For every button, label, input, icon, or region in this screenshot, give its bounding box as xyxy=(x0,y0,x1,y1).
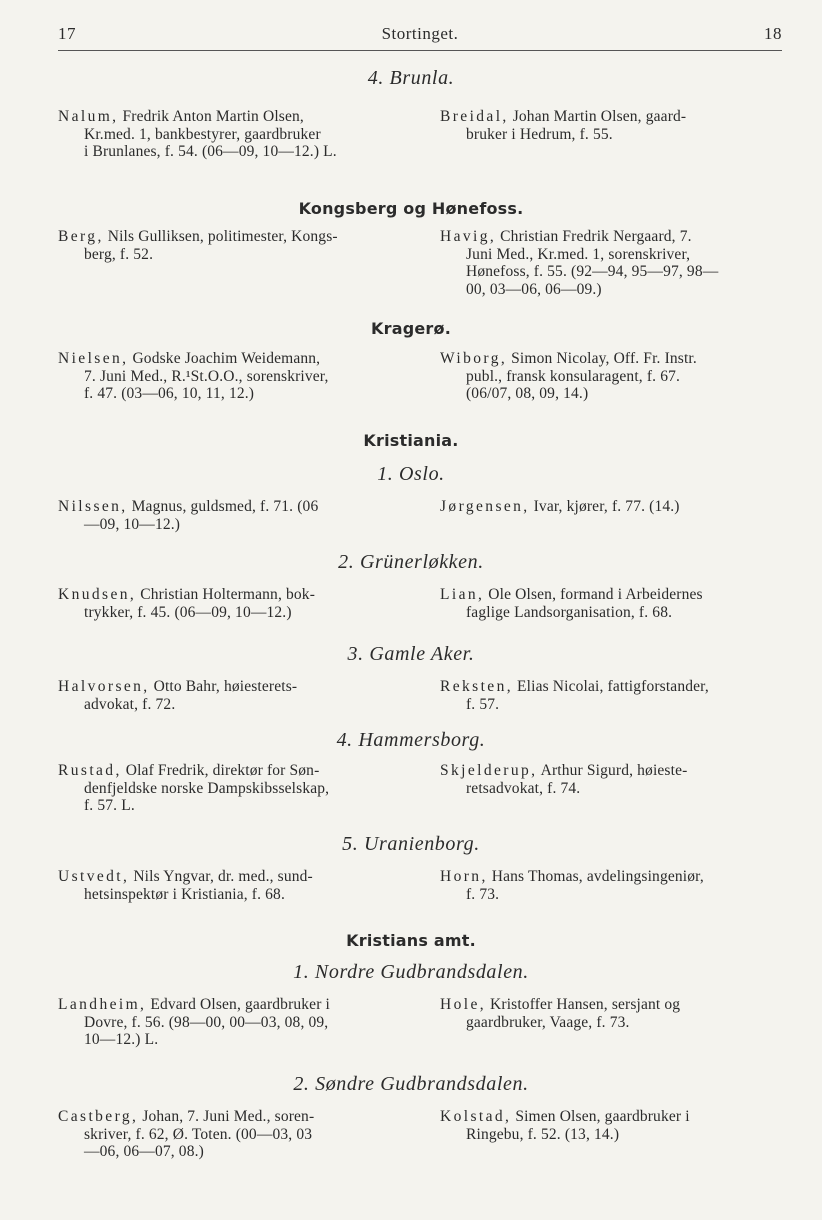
page-number-right: 18 xyxy=(764,24,782,43)
entry-reksten xyxy=(440,678,800,713)
section-title-kristians-amt: Kristians amt. xyxy=(346,931,476,950)
member-name: Berg, xyxy=(58,228,104,245)
entry-lian xyxy=(440,586,800,621)
member-name: Horn, xyxy=(440,868,488,885)
member-details: Kristoffer Hansen, sersjant og gaardbruker, Vaage, f. 73. xyxy=(466,996,681,1031)
entry-kolstad xyxy=(440,1108,800,1143)
entry-skjelderup xyxy=(440,762,800,797)
member-name: Knudsen, xyxy=(58,586,137,603)
subsection-title-oslo: 1. Oslo. xyxy=(377,463,445,485)
member-name: Breidal, xyxy=(440,108,509,125)
entry-havig xyxy=(440,228,800,298)
subsection-title-uranienborg: 5. Uranienborg. xyxy=(342,833,480,855)
member-details: Christian Fredrik Nergaard, 7. Juni Med., Kr.med. 1, sorenskriver, Hønefoss, f. 55. (92—94, 95—97, 98— 00, 03—06, 06—09.) xyxy=(466,228,719,298)
entry-wiborg xyxy=(440,350,800,403)
member-name: Wiborg, xyxy=(440,350,508,367)
entry-ustvedt xyxy=(58,868,418,903)
entry-breidal xyxy=(440,108,800,143)
member-name: Landheim, xyxy=(58,996,147,1013)
member-name: Castberg, xyxy=(58,1108,139,1125)
member-name: Skjelderup, xyxy=(440,762,538,779)
member-name: Kolstad, xyxy=(440,1108,512,1125)
entry-hole xyxy=(440,996,800,1031)
member-details: Magnus, guldsmed, f. 71. (06 —09, 10—12.) xyxy=(84,498,319,533)
subsection-title-gamle-aker: 3. Gamle Aker. xyxy=(347,643,475,665)
entry-knudsen xyxy=(58,586,418,621)
subsection-title-hammersborg: 4. Hammersborg. xyxy=(336,729,486,751)
member-name: Nielsen, xyxy=(58,350,129,367)
member-details: Christian Holtermann, bok- trykker, f. 45. (06—09, 10—12.) xyxy=(84,586,316,621)
member-details: Ole Olsen, formand i Arbeidernes faglige Landsorganisation, f. 68. xyxy=(466,586,703,621)
member-name: Nalum, xyxy=(58,108,119,125)
member-details: Nils Yngvar, dr. med., sund- hetsinspektør i Kristiania, f. 68. xyxy=(84,868,313,903)
member-name: Jørgensen, xyxy=(440,498,530,515)
member-details: Edvard Olsen, gaardbruker i Dovre, f. 56. (98—00, 00—03, 08, 09, 10—12.) L. xyxy=(84,996,331,1048)
running-head xyxy=(58,24,782,46)
member-name: Lian, xyxy=(440,586,485,603)
subsection-title-nordre-gudbrandsdalen: 1. Nordre Gudbrandsdalen. xyxy=(293,961,529,983)
running-title: Stortinget. xyxy=(381,24,459,43)
member-name: Ustvedt, xyxy=(58,868,130,885)
entry-nielsen xyxy=(58,350,418,403)
entry-halvorsen xyxy=(58,678,418,713)
entry-nilssen xyxy=(58,498,418,533)
subsection-title-grunerlokken: 2. Grünerløkken. xyxy=(338,551,484,573)
member-name: Havig, xyxy=(440,228,497,245)
entry-berg xyxy=(58,228,418,263)
member-name: Nilssen, xyxy=(58,498,128,515)
header-rule xyxy=(58,50,782,51)
subsection-title-sondre-gudbrandsdalen: 2. Søndre Gudbrandsdalen. xyxy=(293,1073,529,1095)
entry-landheim xyxy=(58,996,418,1049)
member-details: Johan Martin Olsen, gaard- bruker i Hedrum, f. 55. xyxy=(466,108,687,143)
member-name: Rustad, xyxy=(58,762,122,779)
member-details: Ivar, kjører, f. 77. (14.) xyxy=(529,498,680,515)
member-details: Simon Nicolay, Off. Fr. Instr. publ., fransk konsularagent, f. 67. (06/07, 08, 09, 14.) xyxy=(466,350,697,402)
member-details: Arthur Sigurd, høieste- retsadvokat, f. 74. xyxy=(466,762,688,797)
entry-rustad xyxy=(58,762,418,815)
section-title-brunla: 4. Brunla. xyxy=(367,67,455,89)
section-title-kristiania: Kristiania. xyxy=(363,431,459,450)
member-details: Olaf Fredrik, direktør for Søn- denfjeldske norske Dampskibsselskap, f. 57. L. xyxy=(84,762,330,814)
section-title-kragero: Kragerø. xyxy=(371,319,451,338)
member-details: Johan, 7. Juni Med., soren- skriver, f. 62, Ø. Toten. (00—03, 03 —06, 06—07, 08.) xyxy=(84,1108,315,1160)
member-name: Reksten, xyxy=(440,678,514,695)
entry-nalum xyxy=(58,108,418,161)
entry-castberg xyxy=(58,1108,418,1161)
member-details: Godske Joachim Weidemann, 7. Juni Med., R.¹St.O.O., sorenskriver, f. 47. (03—06, 10, 11, 12.) xyxy=(84,350,329,402)
member-details: Simen Olsen, gaardbruker i Ringebu, f. 52. (13, 14.) xyxy=(466,1108,690,1143)
entry-jorgensen xyxy=(440,498,800,516)
member-name: Hole, xyxy=(440,996,487,1013)
member-details: Nils Gulliksen, politimester, Kongs- berg, f. 52. xyxy=(84,228,338,263)
entry-horn xyxy=(440,868,800,903)
member-details: Otto Bahr, høiesterets- advokat, f. 72. xyxy=(84,678,298,713)
page-number-left: 17 xyxy=(58,24,76,43)
section-title-kongsberg: Kongsberg og Hønefoss. xyxy=(298,199,524,218)
member-details: Hans Thomas, avdelingsingeniør, f. 73. xyxy=(466,868,704,903)
member-details: Elias Nicolai, fattigforstander, f. 57. xyxy=(466,678,709,713)
member-name: Halvorsen, xyxy=(58,678,150,695)
member-details: Fredrik Anton Martin Olsen, Kr.med. 1, bankbestyrer, gaardbruker i Brunlanes, f. 54. (06—09, 10—12.) L. xyxy=(84,108,337,160)
